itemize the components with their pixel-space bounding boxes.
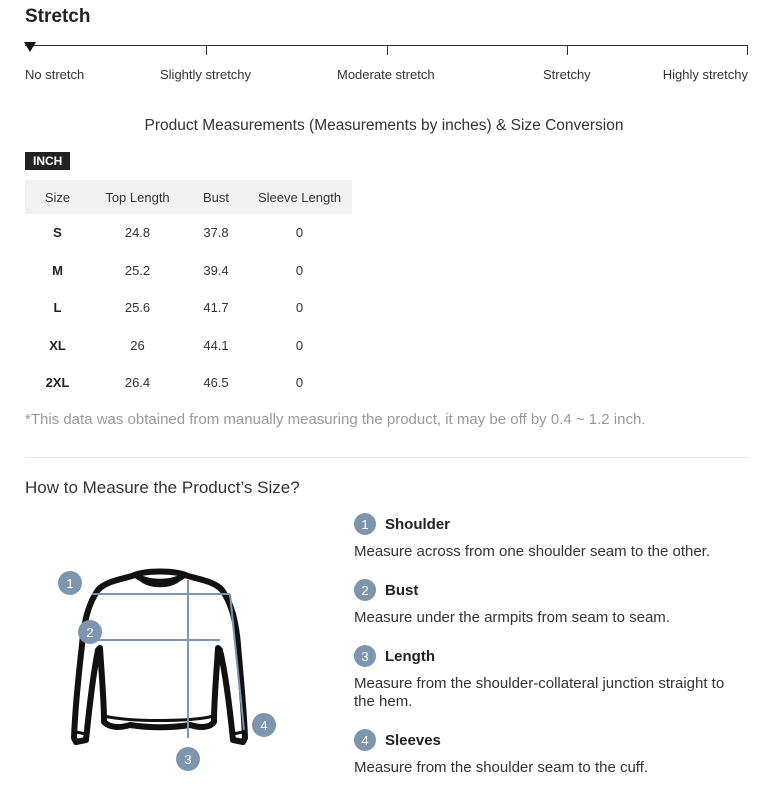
step-title: Shoulder bbox=[385, 515, 451, 533]
size-cell: 2XL bbox=[45, 375, 70, 391]
sleeve-length-cell: 0 bbox=[295, 337, 304, 353]
sleeve-length-cell: 0 bbox=[295, 375, 304, 391]
diagram-marker-4 bbox=[252, 713, 276, 737]
stretch-indicator-icon bbox=[24, 42, 36, 52]
size-cell: M bbox=[52, 262, 63, 278]
measure-step-shoulder bbox=[354, 513, 754, 561]
diagram-marker-2 bbox=[78, 620, 102, 644]
stretch-title: Stretch bbox=[25, 6, 91, 27]
size-cell: L bbox=[53, 300, 62, 316]
stretch-label-stretchy: Stretchy bbox=[543, 67, 591, 82]
top-length-cell: 26.4 bbox=[124, 375, 151, 391]
diagram-marker-4-label: 4 bbox=[260, 718, 268, 733]
step-description: Measure from the shoulder-collateral junction straight to the hem. bbox=[354, 675, 725, 710]
step-description: Measure from the shoulder seam to the cuff. bbox=[354, 759, 649, 776]
bust-cell: 44.1 bbox=[203, 337, 229, 353]
measure-step-length bbox=[354, 645, 754, 711]
table-row bbox=[25, 327, 352, 365]
measure-step-sleeves bbox=[354, 729, 754, 777]
stretch-tick bbox=[206, 45, 207, 55]
stretch-tick bbox=[387, 45, 388, 55]
stretch-tick bbox=[747, 45, 748, 55]
size-table bbox=[25, 180, 352, 402]
top-length-cell: 25.6 bbox=[124, 300, 151, 316]
table-row bbox=[25, 289, 352, 327]
bust-cell: 37.8 bbox=[203, 225, 229, 241]
top-length-cell: 26 bbox=[130, 337, 145, 353]
sleeve-length-cell: 0 bbox=[295, 225, 304, 241]
stretch-label-none: No stretch bbox=[25, 67, 85, 82]
top-length-cell: 25.2 bbox=[124, 262, 151, 278]
table-row bbox=[25, 214, 352, 252]
step-number-badge: 3 bbox=[354, 645, 376, 667]
table-header-row bbox=[25, 180, 352, 214]
diagram-marker-3-label: 3 bbox=[184, 752, 192, 767]
table-row bbox=[25, 252, 352, 290]
column-header-top-length: Top Length bbox=[90, 180, 185, 214]
sleeve-length-cell: 0 bbox=[295, 262, 304, 278]
column-header-size: Size bbox=[25, 180, 90, 214]
diagram-marker-1 bbox=[58, 571, 82, 595]
step-number-badge: 1 bbox=[354, 513, 376, 535]
size-cell: S bbox=[53, 225, 62, 241]
measure-step-bust bbox=[354, 579, 754, 627]
unit-badge: INCH bbox=[25, 152, 70, 170]
stretch-scale bbox=[25, 40, 748, 80]
step-description: Measure across from one shoulder seam to the other. bbox=[354, 543, 711, 560]
stretch-label-slight: Slightly stretchy bbox=[160, 67, 252, 82]
how-to-measure-title: How to Measure the Product’s Size? bbox=[25, 478, 300, 497]
column-header-sleeve-length: Sleeve Length bbox=[247, 180, 352, 214]
sweater-measurement-diagram bbox=[50, 560, 290, 780]
sweater-outline-icon bbox=[74, 572, 245, 743]
section-divider bbox=[25, 457, 748, 458]
top-length-cell: 24.8 bbox=[124, 225, 151, 241]
bust-cell: 41.7 bbox=[203, 300, 229, 316]
step-number-badge: 2 bbox=[354, 579, 376, 601]
stretch-label-high: Highly stretchy bbox=[662, 67, 748, 82]
bust-cell: 46.5 bbox=[203, 375, 229, 391]
stretch-label-moderate: Moderate stretch bbox=[337, 67, 435, 82]
diagram-marker-1-label: 1 bbox=[66, 576, 74, 591]
diagram-marker-3 bbox=[176, 747, 200, 771]
table-row bbox=[25, 364, 352, 402]
step-title: Length bbox=[385, 647, 435, 665]
measurements-title: Product Measurements (Measurements by inches) & Size Conversion bbox=[144, 117, 624, 134]
step-title: Sleeves bbox=[385, 731, 441, 749]
bust-cell: 39.4 bbox=[203, 262, 229, 278]
column-header-bust: Bust bbox=[185, 180, 247, 214]
size-cell: XL bbox=[49, 337, 66, 353]
step-title: Bust bbox=[385, 581, 419, 599]
stretch-tick bbox=[567, 45, 568, 55]
step-number-badge: 4 bbox=[354, 729, 376, 751]
sleeve-length-cell: 0 bbox=[295, 300, 304, 316]
step-description: Measure under the armpits from seam to seam. bbox=[354, 609, 670, 626]
measurement-disclaimer: *This data was obtained from manually measuring the product, it may be off by 0.4 ~ 1.2 inch. bbox=[25, 411, 646, 428]
diagram-marker-2-label: 2 bbox=[86, 625, 94, 640]
